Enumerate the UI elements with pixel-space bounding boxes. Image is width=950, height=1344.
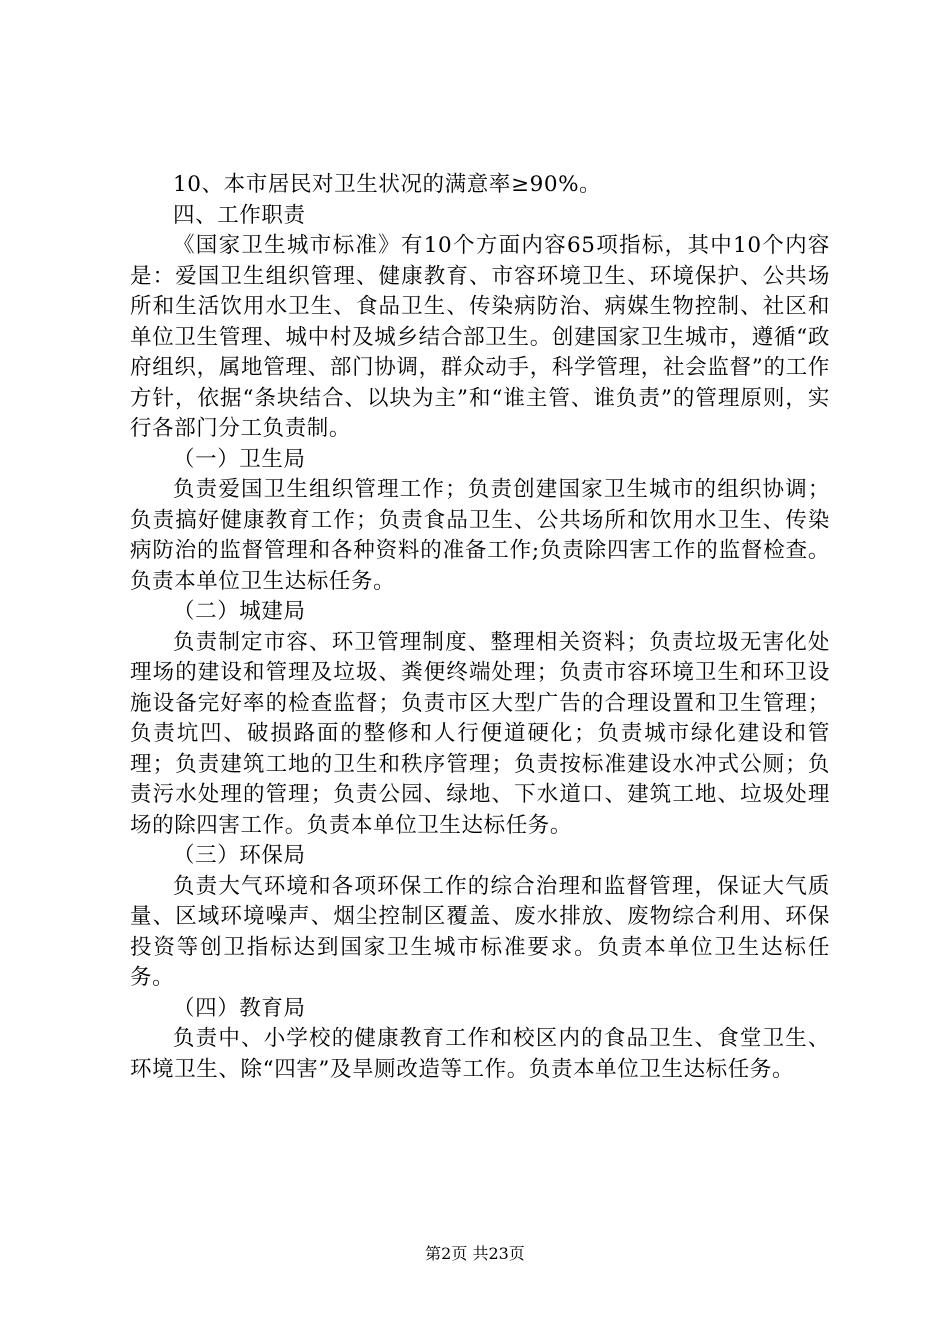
section-education-body: 负责中、小学校的健康教育工作和校区内的食品卫生、食堂卫生、环境卫生、除“四害”及旱厕改造等工作。负责本单位卫生达标任务。	[130, 1026, 830, 1082]
intro-paragraph: 《国家卫生城市标准》有10个方面内容65项指标，其中10个内容是：爱国卫生组织管理、健康教育、市容环境卫生、环境保护、公共场所和生活饮用水卫生、食品卫生、传染病防治、病媒生物控制、社区和单位卫生管理、城中村及城乡结合部卫生。创建国家卫生城市，遵循“政府组织，属地管理、部门协调，群众动手，科学管理，社会监督”的工作方针，依据“条块结合、以块为主”和“谁主管、谁负责”的管理原则，实行各部门分工负责制。	[130, 233, 830, 441]
section-health-bureau-body: 负责爱国卫生组织管理工作；负责创建国家卫生城市的组织协调；负责搞好健康教育工作；负责食品卫生、公共场所和饮用水卫生、传染病防治的监督管理和各种资料的准备工作;负责除四害工作的监督检查。负责本单位卫生达标任务。	[130, 477, 830, 594]
section-urban-construction-body: 负责制定市容、环卫管理制度、整理相关资料；负责垃圾无害化处理场的建设和管理及垃圾、粪便终端处理；负责市容环境卫生和环卫设施设备完好率的检查监督；负责市区大型广告的合理设置和卫生管理；负责坑凹、破损路面的整修和人行便道硬化；负责城市绿化建设和管理；负责建筑工地的卫生和秩序管理；负责按标准建设水冲式公厕；负责污水处理的管理；负责公园、绿地、下水道口、建筑工地、垃圾处理场的除四害工作。负责本单位卫生达标任务。	[130, 629, 830, 838]
section-education-title: （四）教育局	[173, 995, 306, 1021]
section-urban-construction-title: （二）城建局	[173, 599, 306, 624]
heading-work-duties: 四、工作职责	[173, 202, 306, 228]
document-body	[130, 170, 830, 1085]
page-number-footer: 第2页 共23页	[425, 1244, 525, 1263]
section-health-bureau-title: （一）卫生局	[173, 446, 306, 472]
criteria-item-10: 10、本市居民对卫生状况的满意率≥90%。	[173, 172, 602, 197]
section-environmental-body: 负责大气环境和各项环保工作的综合治理和监督管理，保证大气质量、区域环境噪声、烟尘控制区覆盖、废水排放、废物综合利用、环保投资等创卫指标达到国家卫生城市标准要求。负责本单位卫生达标任务。	[130, 873, 830, 990]
section-environmental-title: （三）环保局	[173, 843, 306, 868]
